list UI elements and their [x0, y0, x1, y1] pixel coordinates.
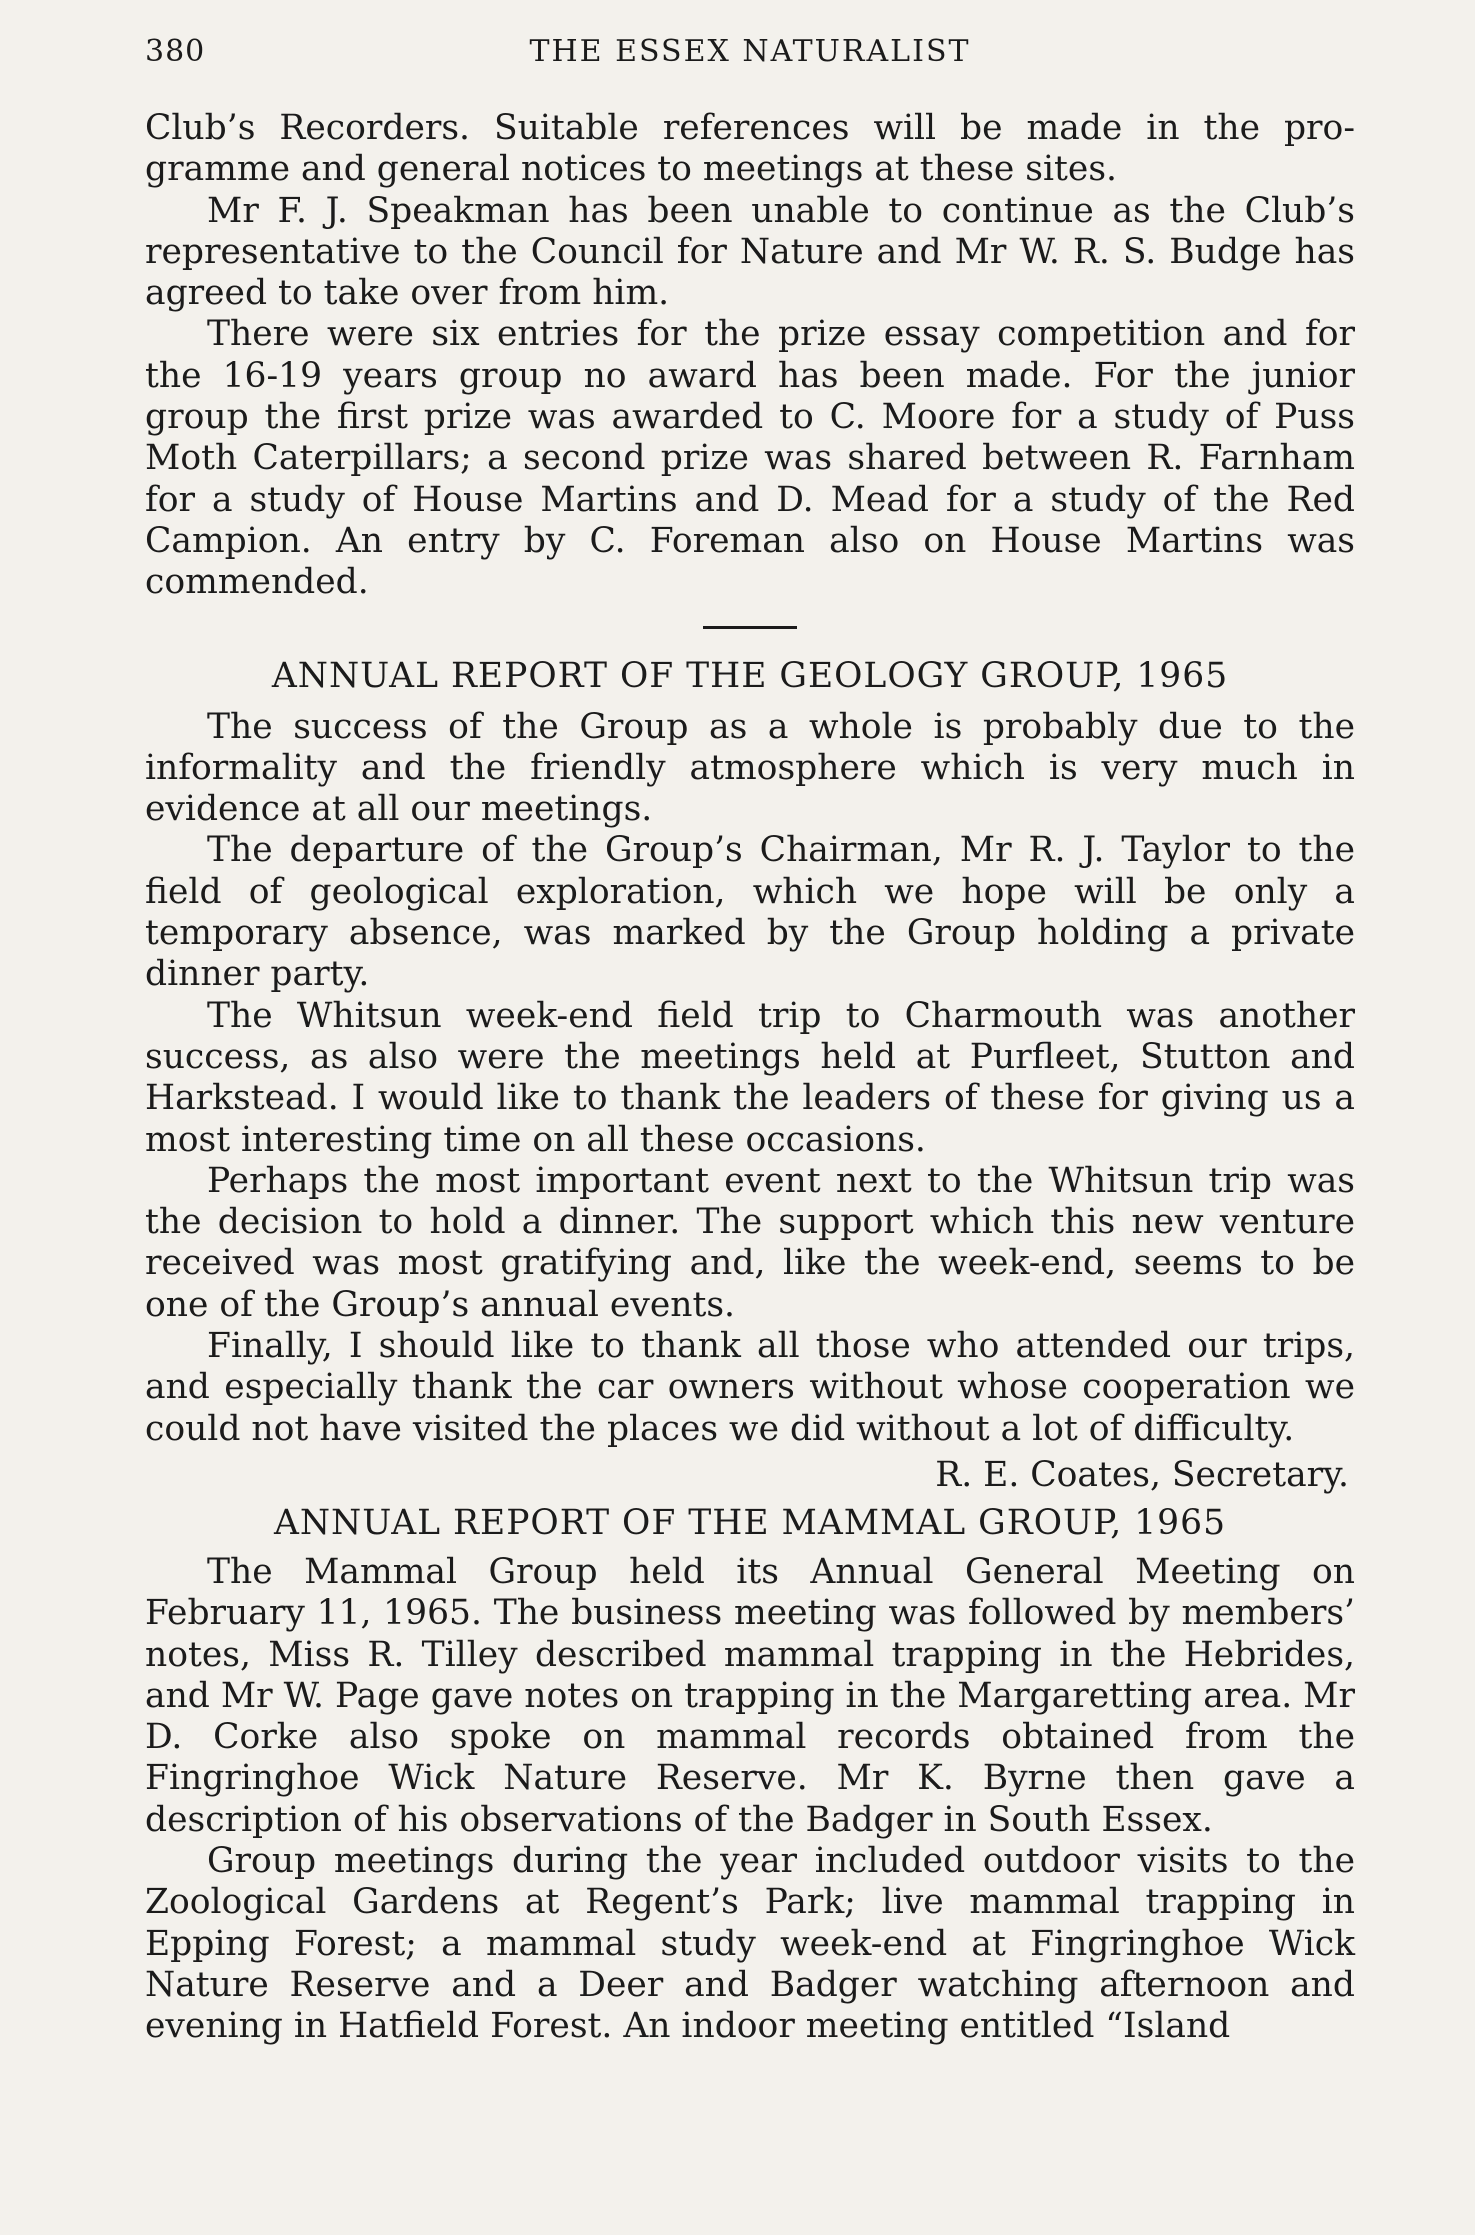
paragraph: Mr F. J. Speakman has been unable to continue as the Club’s representative to the Council for Nature and Mr W. R. S. Budge has agreed to take over from him.	[145, 190, 1355, 314]
paragraph: Group meetings during the year included outdoor visits to the Zoological Gardens at Regent’s Park; live mammal trapping in Epping Forest; a mammal study week-end at Fingringhoe Wick Nature Reserve and a Deer and Badger watching afternoon and evening in Hatfield Forest. An indoor meeting entitled “Island	[145, 1840, 1355, 2047]
running-head	[145, 34, 1355, 74]
paragraph: The success of the Group as a whole is probably due to the informality and the friendly atmosphere which is very much in evidence at all our meetings.	[145, 706, 1355, 830]
text-column	[145, 108, 1355, 2047]
section-heading: ANNUAL REPORT OF THE GEOLOGY GROUP, 1965	[271, 655, 1229, 696]
section-divider	[703, 626, 797, 629]
signature: R. E. Coates, Secretary.	[935, 1454, 1349, 1495]
geology-report	[145, 655, 1355, 1496]
journal-title: THE ESSEX NATURALIST	[529, 34, 971, 69]
section-heading: ANNUAL REPORT OF THE MAMMAL GROUP, 1965	[273, 1502, 1227, 1543]
intro-section	[145, 108, 1355, 604]
page-number: 380	[145, 34, 206, 69]
paragraph: The departure of the Group’s Chairman, Mr R. J. Taylor to the field of geological exploration, which we hope will be only a temporary absence, was marked by the Group holding a private dinner party.	[145, 830, 1355, 995]
paragraph: The Mammal Group held its Annual General Meeting on February 11, 1965. The business meeting was followed by members’ notes, Miss R. Tilley described mammal trapping in the Hebrides, and Mr W. Page gave notes on trapping in the Margaretting area. Mr D. Corke also spoke on mammal records obtained from the Fingringhoe Wick Nature Reserve. Mr K. Byrne then gave a description of his observations of the Badger in South Essex.	[145, 1551, 1355, 1840]
paragraph: The Whitsun week-end field trip to Charmouth was another success, as also were the meetings held at Purfleet, Stutton and Harkstead. I would like to thank the leaders of these for giving us a most interesting time on all these occasions.	[145, 995, 1355, 1160]
paragraph: Perhaps the most important event next to the Whitsun trip was the decision to hold a dinner. The support which this new venture received was most gratifying and, like the week-end, seems to be one of the Group’s annual events.	[145, 1160, 1355, 1325]
paragraph: Club’s Recorders. Suitable references will be made in the programme and general notices to meetings at these sites.	[145, 108, 1355, 190]
paragraph: Finally, I should like to thank all those who attended our trips, and especially thank the car owners without whose cooperation we could not have visited the places we did without a lot of difficulty.	[145, 1326, 1355, 1449]
mammal-report	[145, 1502, 1355, 2048]
paragraph: There were six entries for the prize essay competition and for the 16-19 years group no award has been made. For the junior group the first prize was awarded to C. Moore for a study of Puss Moth Caterpillars; a second prize was shared between R. Farnham for a study of House Martins and D. Mead for a study of the Red Campion. An entry by C. Foreman also on House Martins was commended.	[145, 314, 1355, 603]
